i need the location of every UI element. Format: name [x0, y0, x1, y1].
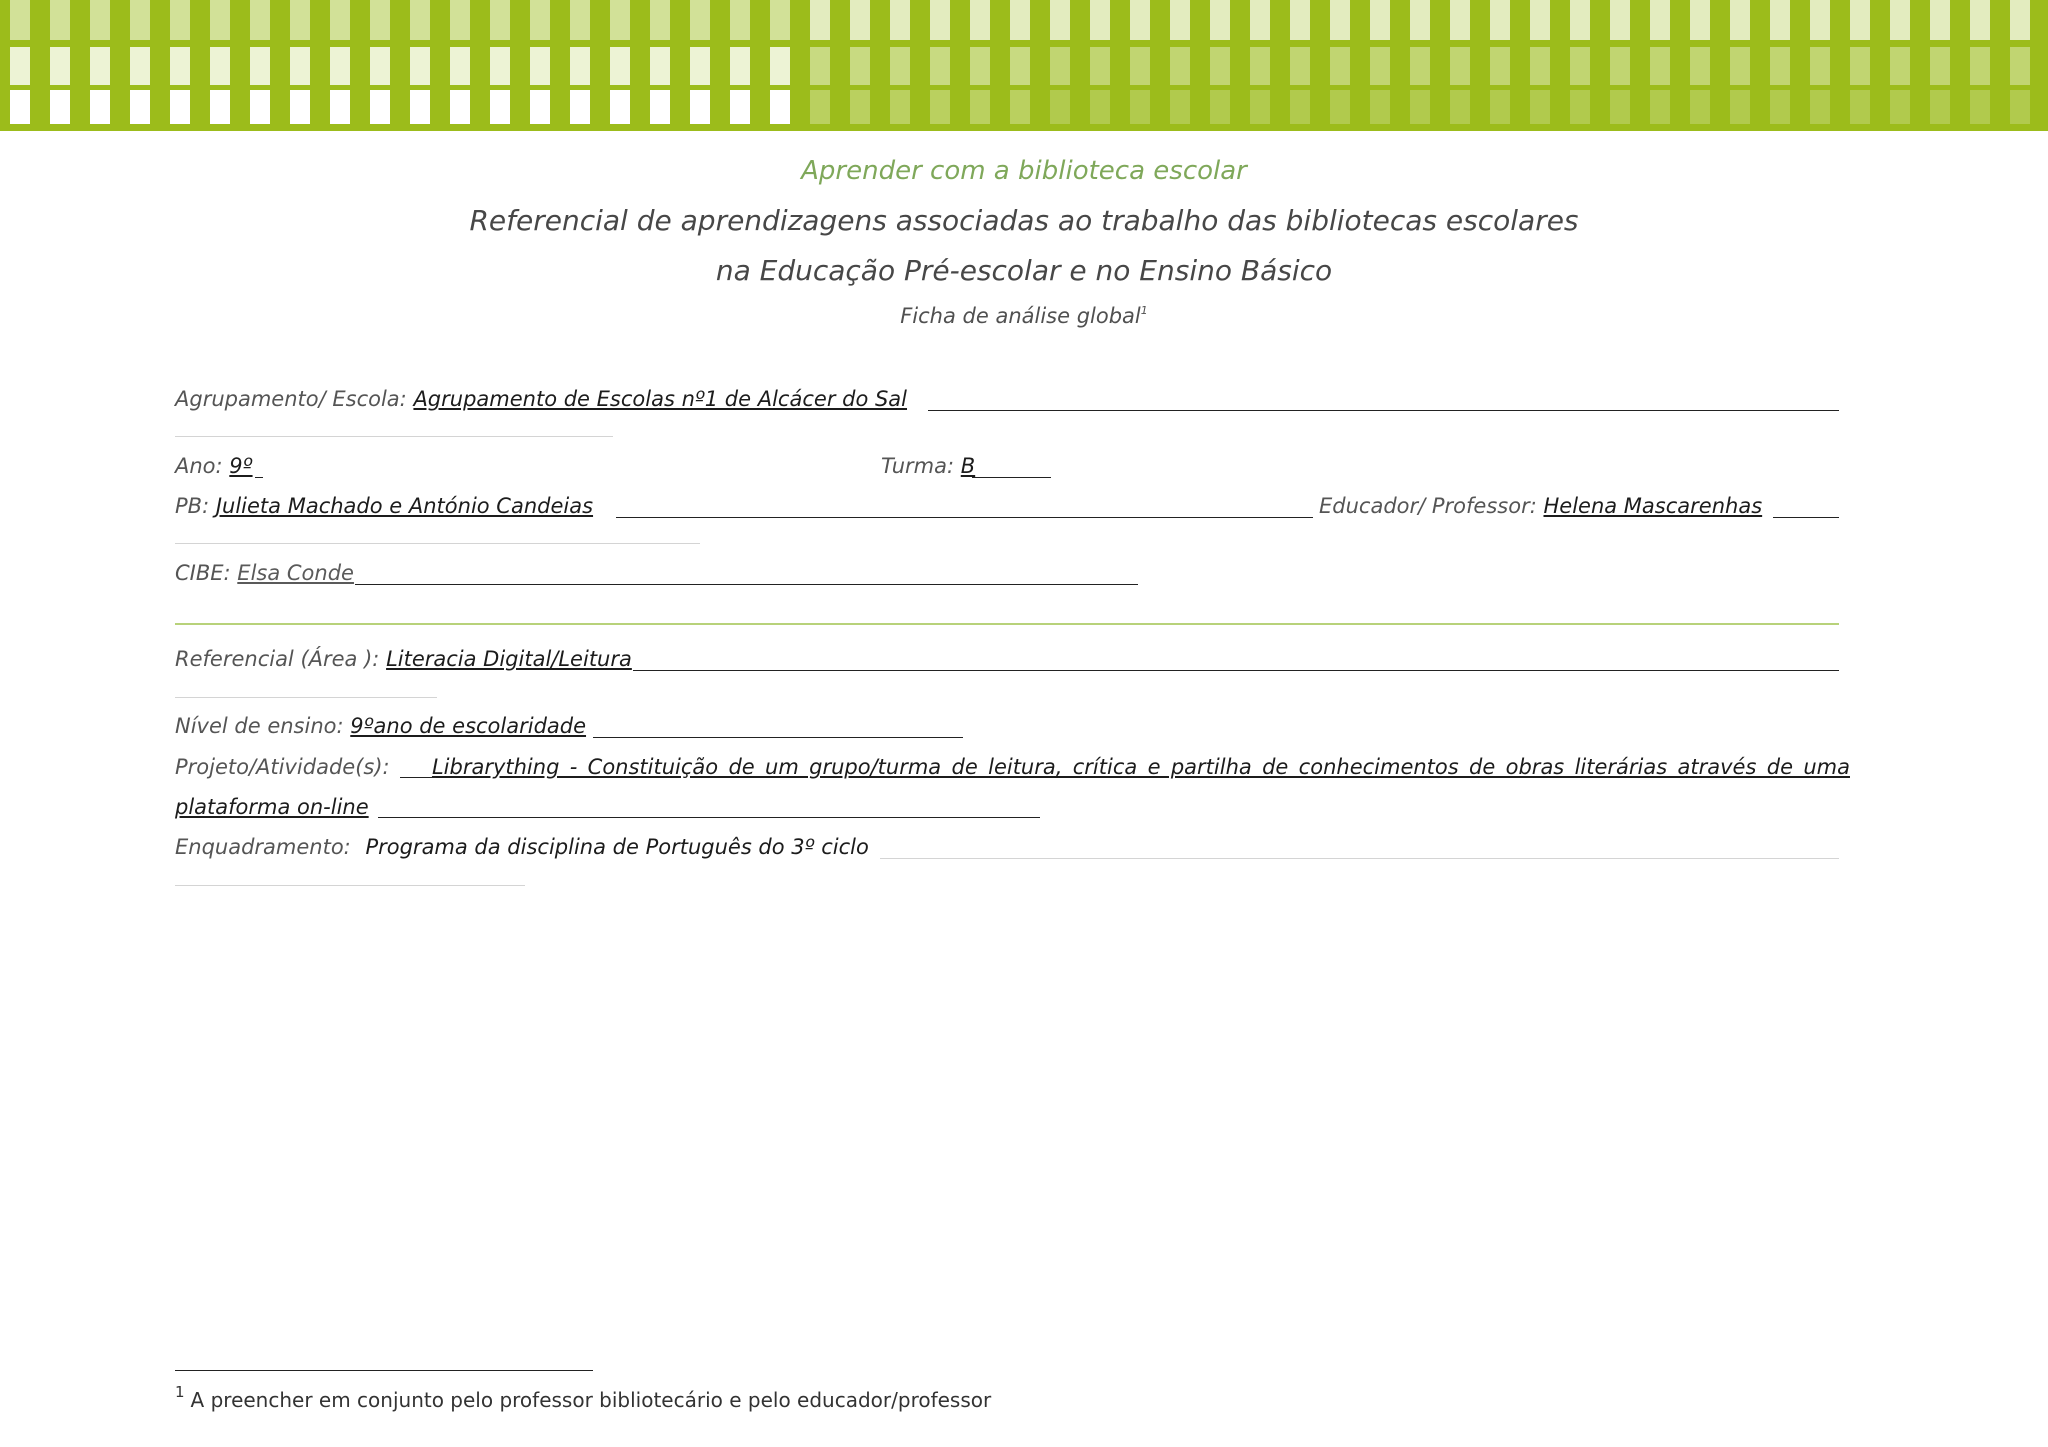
- banner-bar: [1690, 0, 1710, 40]
- page-subtitle-line1: Referencial de aprendizagens associadas ao trabalho das bibliotecas escolares: [469, 204, 1579, 237]
- banner-bar: [970, 47, 990, 85]
- banner-bar: [1090, 90, 1110, 124]
- banner-bar: [1770, 47, 1790, 85]
- banner-bar: [1290, 90, 1310, 124]
- sheet-title: [0, 304, 2048, 328]
- banner-bar: [210, 0, 230, 40]
- educador-row: [1319, 494, 1762, 518]
- page-subtitle-line2: na Educação Pré-escolar e no Ensino Básico: [715, 254, 1333, 287]
- banner-bar: [10, 47, 30, 85]
- banner-bar: [530, 0, 550, 40]
- banner-bar: [1810, 47, 1830, 85]
- banner-bar: [1130, 90, 1150, 124]
- banner-bar: [1050, 0, 1070, 40]
- banner-bar: [1410, 47, 1430, 85]
- banner-bar: [1770, 0, 1790, 40]
- banner-bar: [890, 0, 910, 40]
- educador-label: Educador/ Professor:: [1319, 494, 1537, 518]
- banner-bar: [770, 47, 790, 85]
- banner-bar: [90, 0, 110, 40]
- banner-bar: [1370, 0, 1390, 40]
- banner-bar: [250, 0, 270, 40]
- banner-bar: [130, 0, 150, 40]
- banner-bar: [1570, 90, 1590, 124]
- banner-bar: [1330, 0, 1350, 40]
- banner-bar: [1450, 0, 1470, 40]
- banner-bar: [1210, 90, 1230, 124]
- agrupamento-label: Agrupamento/ Escola:: [175, 387, 407, 411]
- banner-bar: [930, 90, 950, 124]
- cibe-value[interactable]: Elsa Conde: [237, 561, 354, 585]
- banner-bar: [1170, 47, 1190, 85]
- banner-bar: [1730, 0, 1750, 40]
- pb-value[interactable]: Julieta Machado e António Candeias: [215, 494, 594, 518]
- banner-bar: [210, 90, 230, 124]
- pb-underline: [616, 517, 1313, 518]
- enquadramento-continuation-line: [175, 885, 525, 886]
- banner-bar: [730, 0, 750, 40]
- banner-bar: [690, 0, 710, 40]
- banner-bar: [1570, 47, 1590, 85]
- banner-bar: [530, 47, 550, 85]
- agrupamento-underline: [928, 410, 1839, 411]
- banner-bar: [810, 90, 830, 124]
- banner-bar: [1130, 0, 1150, 40]
- referencial-value[interactable]: Literacia Digital/Leitura: [386, 647, 632, 671]
- banner-bar: [290, 90, 310, 124]
- banner-bar: [1730, 47, 1750, 85]
- banner-bar: [1530, 0, 1550, 40]
- enquadramento-line: [880, 858, 1839, 859]
- banner-bar: [1410, 90, 1430, 124]
- projeto-leading-underline: [400, 777, 436, 778]
- banner-bar: [1850, 90, 1870, 124]
- agrupamento-value[interactable]: Agrupamento de Escolas nº1 de Alcácer do Sal: [413, 387, 908, 411]
- banner-bar: [1770, 90, 1790, 124]
- banner-bar: [1930, 90, 1950, 124]
- banner-bar: [1210, 47, 1230, 85]
- banner-bar: [1050, 47, 1070, 85]
- banner-bar: [130, 90, 150, 124]
- banner-bar: [650, 0, 670, 40]
- banner-bar: [10, 90, 30, 124]
- banner-bar: [850, 90, 870, 124]
- footnote-ref: 1: [1140, 304, 1148, 317]
- banner-bar: [570, 47, 590, 85]
- banner-bar: [1610, 90, 1630, 124]
- nivel-value[interactable]: 9ºano de escolaridade: [350, 714, 587, 738]
- banner-bar: [450, 90, 470, 124]
- banner-bar: [1810, 0, 1830, 40]
- banner-bar: [690, 47, 710, 85]
- nivel-label: Nível de ensino:: [175, 714, 344, 738]
- banner-bar: [770, 90, 790, 124]
- banner-bar: [970, 0, 990, 40]
- banner-bar: [1970, 90, 1990, 124]
- banner-bar: [2010, 90, 2030, 124]
- banner-bar: [170, 47, 190, 85]
- banner-bar: [1650, 90, 1670, 124]
- banner-bar: [1890, 47, 1910, 85]
- banner-bar: [610, 90, 630, 124]
- agrupamento-continuation-line: [175, 436, 613, 437]
- banner-bar: [250, 47, 270, 85]
- banner-bar: [1130, 47, 1150, 85]
- banner-bar: [130, 47, 150, 85]
- banner-bar: [1010, 90, 1030, 124]
- educador-value[interactable]: Helena Mascarenhas: [1543, 494, 1763, 518]
- banner-bar: [1610, 0, 1630, 40]
- ano-value[interactable]: 9º: [229, 454, 253, 478]
- banner-bar: [370, 0, 390, 40]
- banner-bar: [1330, 47, 1350, 85]
- banner-bar: [1850, 47, 1870, 85]
- turma-label: Turma:: [881, 454, 955, 478]
- ano-row: [175, 454, 253, 478]
- educador-underline: [1773, 517, 1839, 518]
- banner-bar: [610, 47, 630, 85]
- banner-bar: [1570, 0, 1590, 40]
- footnote-number: 1: [175, 1383, 185, 1401]
- referencial-label: Referencial (Área ):: [175, 647, 380, 671]
- banner-bar: [1970, 0, 1990, 40]
- banner-bar: [490, 90, 510, 124]
- banner-bar: [1930, 47, 1950, 85]
- banner-bar: [170, 90, 190, 124]
- banner-bar: [330, 0, 350, 40]
- cibe-underline: [355, 584, 1138, 585]
- enquadramento-row: [175, 835, 869, 859]
- banner-bar: [330, 90, 350, 124]
- banner-bar: [570, 0, 590, 40]
- banner-bar: [290, 0, 310, 40]
- enquadramento-label: Enquadramento:: [175, 835, 351, 859]
- banner-bar: [770, 0, 790, 40]
- banner-bar: [1530, 47, 1550, 85]
- banner-bar: [930, 0, 950, 40]
- banner-bar: [1890, 0, 1910, 40]
- banner-bar: [530, 90, 550, 124]
- ano-underline: [255, 477, 263, 478]
- banner-bar: [1370, 90, 1390, 124]
- banner-bar: [1090, 47, 1110, 85]
- banner-bar: [290, 47, 310, 85]
- referencial-underline: [633, 670, 1839, 671]
- banner-bar: [1010, 0, 1030, 40]
- banner-bar: [450, 0, 470, 40]
- nivel-underline: [593, 737, 963, 738]
- banner-bar: [410, 47, 430, 85]
- banner-bar: [490, 0, 510, 40]
- footnote-text: A preencher em conjunto pelo professor bibliotecário e pelo educador/professor: [190, 1388, 992, 1412]
- footnote-separator: [175, 1370, 593, 1371]
- nivel-row: [175, 714, 586, 738]
- banner-bar: [1170, 90, 1190, 124]
- banner-bar: [1050, 90, 1070, 124]
- turma-underline: [972, 477, 1051, 478]
- banner-bar: [1490, 0, 1510, 40]
- banner-bar: [1370, 47, 1390, 85]
- banner-bar: [90, 47, 110, 85]
- banner-bar: [1850, 0, 1870, 40]
- banner-bar: [1330, 90, 1350, 124]
- banner-bar: [970, 90, 990, 124]
- banner-bar: [1250, 0, 1270, 40]
- banner-bar: [370, 90, 390, 124]
- banner-bar: [1490, 47, 1510, 85]
- pb-continuation-line: [175, 543, 700, 544]
- cibe-row: [175, 561, 354, 585]
- banner-bar: [1690, 47, 1710, 85]
- banner-bar: [730, 47, 750, 85]
- banner-bar: [410, 90, 430, 124]
- banner-bar: [650, 90, 670, 124]
- banner-bar: [1290, 0, 1310, 40]
- banner-bar: [50, 0, 70, 40]
- projeto-row: [175, 747, 1850, 827]
- banner-bar: [1890, 90, 1910, 124]
- banner-bar: [1250, 47, 1270, 85]
- banner-bar: [650, 47, 670, 85]
- banner-bar: [50, 90, 70, 124]
- banner-bar: [370, 47, 390, 85]
- banner-bar: [850, 47, 870, 85]
- banner-bar: [1810, 90, 1830, 124]
- banner-bar: [690, 90, 710, 124]
- banner-bar: [410, 0, 430, 40]
- banner-bar: [890, 90, 910, 124]
- referencial-row: [175, 647, 632, 671]
- referencial-continuation-line: [175, 697, 437, 698]
- banner-bar: [1490, 90, 1510, 124]
- banner-bar: [1650, 47, 1670, 85]
- banner-bar: [930, 47, 950, 85]
- footnote: [175, 1383, 991, 1412]
- ano-label: Ano:: [175, 454, 223, 478]
- turma-value[interactable]: B: [960, 454, 976, 478]
- banner-bar: [210, 47, 230, 85]
- banner-bar: [1410, 0, 1430, 40]
- banner-bar: [1930, 0, 1950, 40]
- banner-bar: [330, 47, 350, 85]
- banner-bar: [610, 0, 630, 40]
- banner-bar: [1010, 47, 1030, 85]
- banner-bar: [1650, 0, 1670, 40]
- cibe-label: CIBE:: [175, 561, 231, 585]
- banner-bar: [1690, 90, 1710, 124]
- turma-row: [881, 454, 975, 478]
- banner-bar: [2010, 47, 2030, 85]
- banner-bar: [1730, 90, 1750, 124]
- pb-label: PB:: [175, 494, 210, 518]
- banner-bar: [810, 47, 830, 85]
- banner-bar: [250, 90, 270, 124]
- page-title: Aprender com a biblioteca escolar: [801, 156, 1247, 186]
- banner-bar: [10, 0, 30, 40]
- banner-bar: [170, 0, 190, 40]
- section-divider: [175, 623, 1839, 625]
- banner-bar: [1970, 47, 1990, 85]
- sheet-title-text: Ficha de análise global: [900, 304, 1141, 328]
- banner-bar: [1170, 0, 1190, 40]
- banner-bar: [730, 90, 750, 124]
- pb-row: [175, 494, 593, 518]
- banner-bar: [1090, 0, 1110, 40]
- banner-bar: [1250, 90, 1270, 124]
- projeto-value[interactable]: Librarything - Constituição de um grupo/turma de leitura, crítica e partilha de conhecimentos de obras literárias através de uma plataforma on-line: [175, 755, 1850, 819]
- banner-bar: [850, 0, 870, 40]
- banner-bar: [2010, 0, 2030, 40]
- banner-bar: [1450, 90, 1470, 124]
- banner-bar: [90, 90, 110, 124]
- banner-bar: [1210, 0, 1230, 40]
- banner-bar: [1610, 47, 1630, 85]
- banner-bar: [450, 47, 470, 85]
- projeto-underline: [378, 817, 1040, 818]
- banner-bar: [810, 0, 830, 40]
- banner-bar: [50, 47, 70, 85]
- banner-bar: [570, 90, 590, 124]
- banner-bar: [1530, 90, 1550, 124]
- header-banner: [0, 0, 2048, 131]
- enquadramento-value[interactable]: Programa da disciplina de Português do 3º ciclo: [365, 835, 869, 859]
- banner-bar: [1450, 47, 1470, 85]
- banner-bar: [890, 47, 910, 85]
- projeto-label: Projeto/Atividade(s):: [175, 755, 390, 779]
- agrupamento-row: [175, 387, 907, 411]
- banner-bar: [490, 47, 510, 85]
- banner-bar: [1290, 47, 1310, 85]
